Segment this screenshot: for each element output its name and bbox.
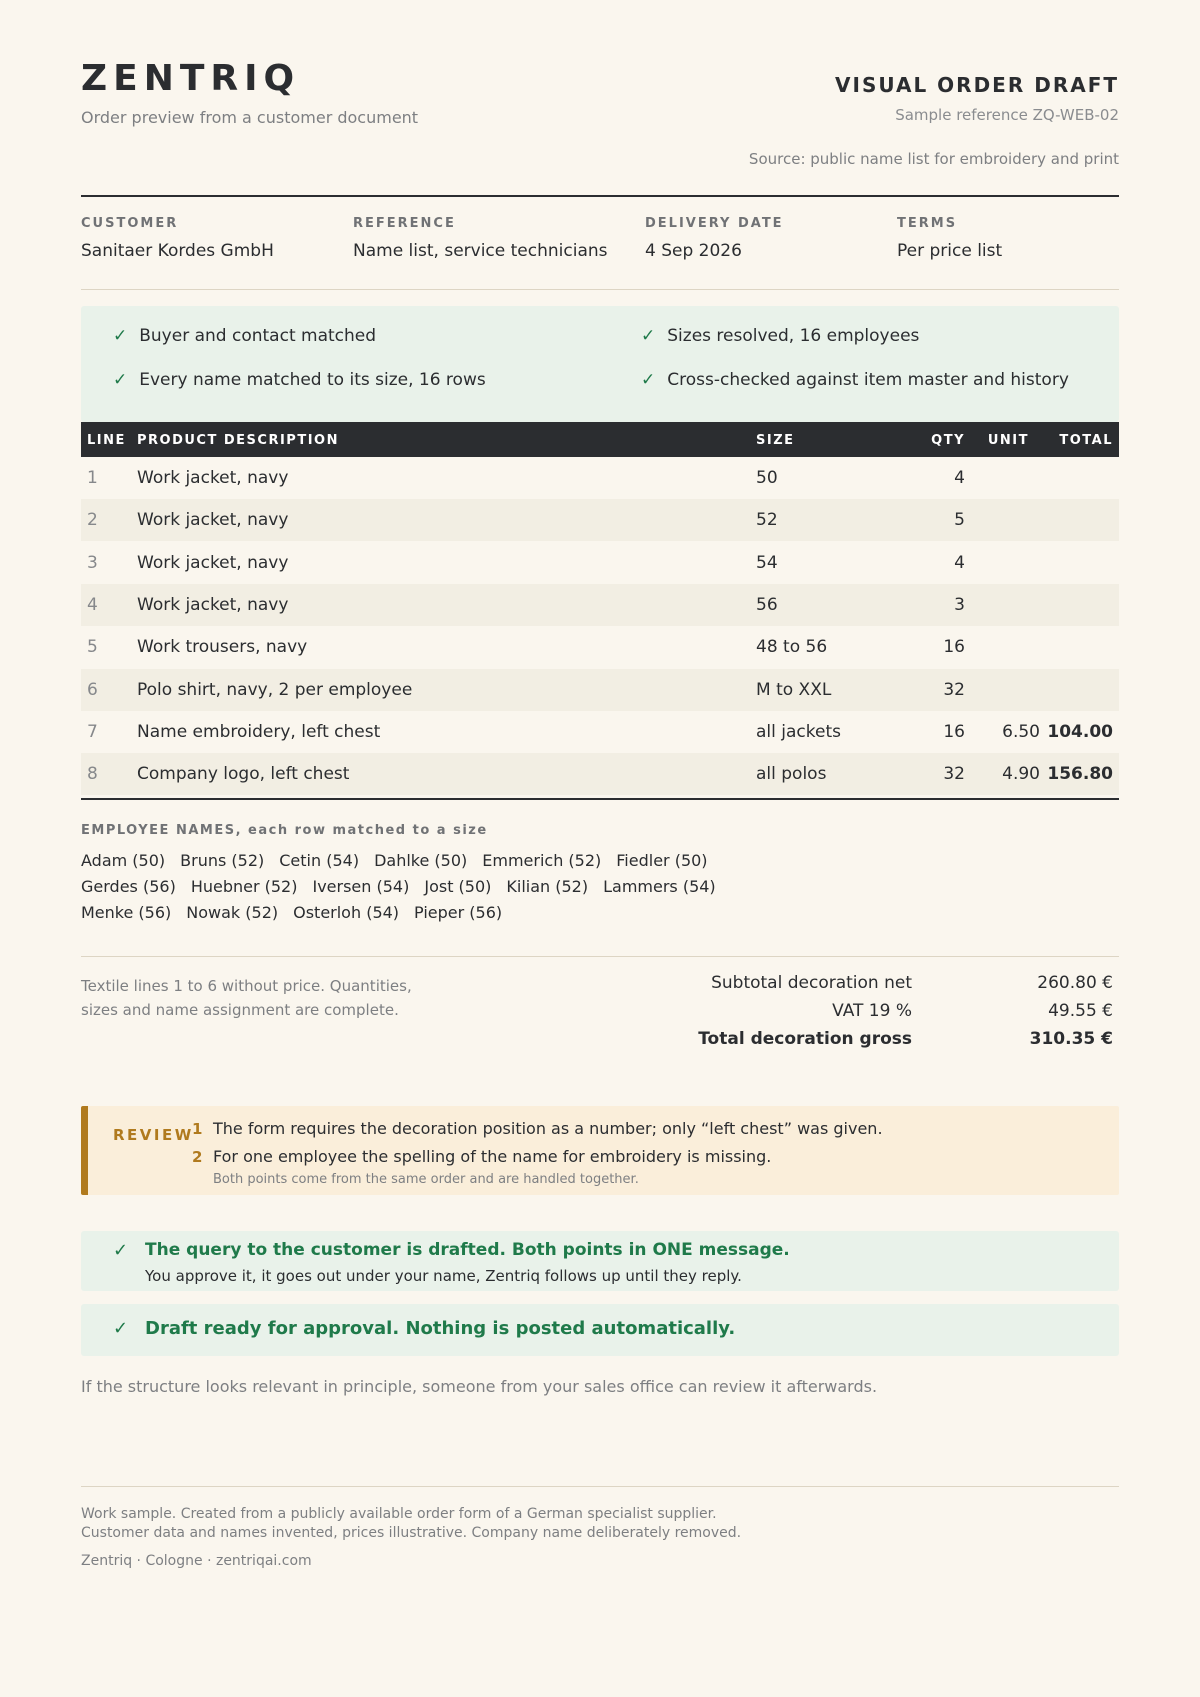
terms-value: Per price list — [897, 241, 1003, 261]
employee-names-label: EMPLOYEE NAMES, each row matched to a size — [81, 823, 488, 838]
cell-description: Company logo, left chest — [137, 764, 350, 785]
cell-unit: 6.50 — [1002, 721, 1040, 742]
check-label: Cross-checked against item master and history — [667, 370, 1069, 390]
total-label: Total decoration gross — [698, 1029, 912, 1049]
header-line: LINE — [87, 433, 126, 448]
cell-unit: 4.90 — [1002, 764, 1040, 785]
table-row — [81, 499, 1119, 541]
cell-size: 50 — [756, 468, 778, 488]
cell-qty: 5 — [954, 510, 965, 531]
cell-line: 8 — [87, 764, 98, 785]
totals-divider — [81, 956, 1119, 957]
cell-description: Work jacket, navy — [137, 552, 289, 573]
names-line — [81, 903, 781, 929]
cell-line: 1 — [87, 468, 98, 488]
employee-name: Menke (56) — [81, 903, 172, 922]
reference-label: REFERENCE — [353, 216, 456, 231]
employee-name: Cetin (54) — [279, 851, 360, 870]
draft-status-title: Draft ready for approval. Nothing is posted automatically. — [145, 1318, 736, 1339]
table-row — [81, 711, 1119, 753]
subtotal-label: Subtotal decoration net — [711, 973, 912, 993]
check-sizes — [641, 326, 919, 346]
employee-names-list — [81, 851, 781, 929]
vat-label: VAT 19 % — [832, 1001, 912, 1021]
employee-name: Adam (50) — [81, 851, 166, 870]
checkmark-icon: ✓ — [113, 326, 128, 346]
header-unit: UNIT — [987, 433, 1029, 448]
employee-name: Dahlke (50) — [374, 851, 468, 870]
footer-divider — [81, 1486, 1119, 1487]
cell-total: 156.80 — [1047, 764, 1113, 785]
total-value: 310.35 € — [1029, 1029, 1113, 1049]
table-row — [81, 669, 1119, 711]
names-line — [81, 851, 781, 877]
draft-status-box — [81, 1304, 1119, 1356]
employee-name: Pieper (56) — [414, 903, 503, 922]
cell-size: 54 — [756, 552, 778, 573]
cell-description: Work jacket, navy — [137, 468, 289, 488]
review-number: 2 — [192, 1148, 203, 1166]
header-size: SIZE — [756, 433, 795, 448]
cell-description: Work jacket, navy — [137, 594, 289, 615]
employee-name: Jost (50) — [424, 877, 492, 896]
document-source: Source: public name list for embroidery and print — [748, 150, 1119, 168]
cell-qty: 32 — [943, 679, 965, 700]
employee-name: Osterloh (54) — [293, 903, 400, 922]
meta-reference — [353, 216, 608, 261]
terms-label: TERMS — [897, 216, 958, 231]
review-point: For one employee the spelling of the name for embroidery is missing. — [213, 1147, 772, 1166]
check-names — [113, 370, 486, 390]
cell-line: 3 — [87, 552, 98, 573]
subtotal-value: 260.80 € — [1037, 973, 1113, 993]
cell-qty: 16 — [943, 637, 965, 658]
table-row — [81, 542, 1119, 584]
checkmark-icon: ✓ — [641, 326, 656, 346]
header-description: PRODUCT DESCRIPTION — [137, 433, 339, 448]
review-note: Both points come from the same order and are handled together. — [213, 1172, 639, 1187]
cell-qty: 3 — [954, 594, 965, 615]
query-status-subtitle: You approve it, it goes out under your name, Zentriq follows up until they reply. — [145, 1267, 742, 1285]
cell-qty: 16 — [943, 721, 965, 742]
header-divider — [81, 195, 1119, 197]
header-qty: QTY — [931, 433, 965, 448]
employee-name: Emmerich (52) — [482, 851, 602, 870]
vat-value: 49.55 € — [1048, 1001, 1113, 1021]
reference-value: Name list, service technicians — [353, 241, 608, 261]
check-cross — [641, 370, 1069, 390]
table-bottom-rule — [81, 798, 1119, 800]
check-label: Buyer and contact matched — [139, 326, 377, 346]
document-reference: Sample reference ZQ-WEB-02 — [895, 106, 1119, 124]
review-number: 1 — [192, 1120, 203, 1138]
employee-name: Gerdes (56) — [81, 877, 176, 896]
customer-value: Sanitaer Kordes GmbH — [81, 241, 274, 261]
cell-line: 5 — [87, 637, 98, 658]
cell-description: Name embroidery, left chest — [137, 721, 381, 742]
cell-size: 56 — [756, 594, 778, 615]
review-box — [81, 1106, 1119, 1195]
names-line — [81, 877, 781, 903]
cell-line: 4 — [87, 594, 98, 615]
table-row — [81, 753, 1119, 795]
employee-name: Bruns (52) — [180, 851, 265, 870]
cell-size: all polos — [756, 764, 827, 785]
table-header — [81, 422, 1119, 457]
delivery-date-label: DELIVERY DATE — [645, 216, 784, 231]
checkmark-icon: ✓ — [113, 370, 128, 390]
employee-name: Huebner (52) — [190, 877, 298, 896]
table-row — [81, 584, 1119, 626]
footer-disclaimer: Work sample. Created from a publicly available order form of a German specialist supplier. — [81, 1506, 717, 1522]
cell-total: 104.00 — [1047, 721, 1113, 742]
cell-description: Work trousers, navy — [137, 637, 308, 658]
checkmark-icon: ✓ — [641, 370, 656, 390]
cell-line: 7 — [87, 721, 98, 742]
meta-delivery-date — [645, 216, 784, 261]
employee-name: Kilian (52) — [506, 877, 589, 896]
cell-size: 52 — [756, 510, 778, 531]
brand-subtitle: Order preview from a customer document — [81, 108, 419, 127]
textile-note: Textile lines 1 to 6 without price. Quantities, sizes and name assignment are complete. — [81, 977, 412, 1019]
meta-customer — [81, 216, 274, 261]
delivery-date-value: 4 Sep 2026 — [645, 241, 742, 261]
employee-name: Lammers (54) — [603, 877, 716, 896]
employee-name: Fiedler (50) — [616, 851, 708, 870]
table-row — [81, 457, 1119, 499]
check-label: Sizes resolved, 16 employees — [667, 326, 920, 346]
closing-note: If the structure looks relevant in principle, someone from your sales office can review it afterwards. — [81, 1377, 878, 1396]
query-status-box — [81, 1231, 1119, 1291]
footer-contact: Zentriq · Cologne · zentriqai.com — [81, 1553, 312, 1569]
table-row — [81, 626, 1119, 668]
footer-disclaimer: Customer data and names invented, prices illustrative. Company name deliberately removed. — [81, 1525, 742, 1541]
cell-description: Polo shirt, navy, 2 per employee — [137, 679, 413, 700]
check-label: Every name matched to its size, 16 rows — [139, 370, 486, 390]
check-buyer — [113, 326, 376, 346]
cell-line: 2 — [87, 510, 98, 531]
cell-size: all jackets — [756, 721, 841, 742]
cell-qty: 4 — [954, 552, 965, 573]
cell-size: M to XXL — [756, 679, 832, 700]
brand-logo: ZENTRIQ — [81, 58, 301, 99]
query-status-title: The query to the customer is drafted. Both points in ONE message. — [145, 1240, 790, 1260]
cell-line: 6 — [87, 679, 98, 700]
checkmark-icon: ✓ — [113, 1318, 129, 1339]
employee-name: Iversen (54) — [312, 877, 410, 896]
review-tag: REVIEW — [113, 1126, 194, 1144]
customer-label: CUSTOMER — [81, 216, 179, 231]
checkmark-icon: ✓ — [113, 1240, 129, 1261]
meta-divider — [81, 289, 1119, 290]
document-title: VISUAL ORDER DRAFT — [835, 73, 1119, 97]
cell-description: Work jacket, navy — [137, 510, 289, 531]
meta-terms — [897, 216, 1002, 261]
cell-qty: 4 — [954, 468, 965, 488]
cell-size: 48 to 56 — [756, 637, 828, 658]
header-total: TOTAL — [1059, 433, 1113, 448]
employee-name: Nowak (52) — [186, 903, 279, 922]
validation-checks — [81, 306, 1119, 422]
review-point: The form requires the decoration position as a number; only “left chest” was given. — [213, 1119, 883, 1138]
cell-qty: 32 — [943, 764, 965, 785]
